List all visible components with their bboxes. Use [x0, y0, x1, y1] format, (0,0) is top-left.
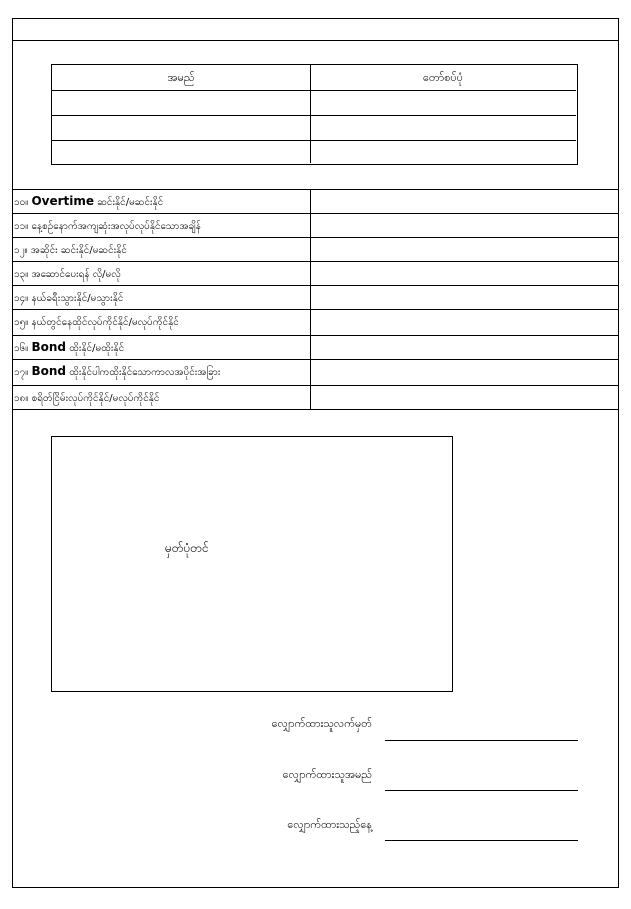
question-number: ၁၈။ [14, 393, 29, 404]
header-strip-rule [12, 40, 619, 41]
question-keyword: Bond [31, 364, 66, 378]
table-cell-relation[interactable] [310, 140, 576, 163]
question-number: ၁၁။ [14, 221, 29, 232]
question-text: အဆောင်ပေးရန် လို/မလို [31, 269, 121, 280]
question-overtime [12, 189, 312, 213]
question-latest-work-time [12, 213, 312, 237]
applicant-name-line[interactable] [385, 790, 578, 791]
table-header-relation: တော်စပ်ပုံ [423, 71, 463, 84]
table-cell-name[interactable] [52, 115, 310, 140]
question-bond [12, 335, 312, 359]
question-hostel [12, 261, 312, 285]
question-number: ၁၂။ [14, 245, 28, 256]
question-number: ၁၇။ [14, 367, 29, 378]
question-number: ၁၅။ [14, 317, 29, 328]
applicant-signature-label: လျှောက်ထားသူလက်မှတ် [271, 717, 372, 730]
question-text: စရိတ်ငြိမ်းလုပ်ကိုင်နိုင်/မလုပ်ကိုင်နိုင် [31, 393, 160, 404]
table-header-name: အမည် [167, 71, 195, 84]
question-number: ၁၃။ [14, 269, 29, 280]
question-self-expense [12, 385, 312, 409]
applicant-name-label: လျှောက်ထားသူအမည် [282, 768, 372, 781]
application-date-line[interactable] [385, 840, 578, 841]
question-text: နယ်တွင်နေထိုင်လုပ်ကိုင်နိုင်/မလုပ်ကိုင်နိုင် [31, 317, 179, 328]
table-cell-relation[interactable] [310, 90, 576, 115]
family-members-table [51, 64, 578, 165]
question-keyword: Overtime [31, 194, 95, 208]
question-text: အဆိုင်း ဆင်းနိုင်/မဆင်းနိုင် [30, 245, 127, 256]
question-shift [12, 237, 312, 261]
nrc-photo-box[interactable] [51, 436, 453, 692]
table-cell-name[interactable] [52, 90, 310, 115]
question-text: နယ်ခရီးသွားနိုင်/မသွားနိုင် [31, 293, 124, 304]
question-text: ထိုးနိုင်ပါကထိုးနိုင်သောကာလအပိုင်းအခြား [69, 367, 221, 378]
questions-bottom-rule [12, 409, 619, 410]
question-keyword: Bond [31, 340, 66, 354]
applicant-signature-line[interactable] [385, 740, 578, 741]
question-number: ၁၄။ [14, 293, 29, 304]
question-travel [12, 285, 312, 309]
question-bond-period [12, 359, 312, 383]
question-text: ဆင်းနိုင်/မဆင်းနိုင် [97, 197, 164, 208]
question-number: ၁၆။ [14, 343, 29, 354]
application-date-label: လျှောက်ထားသည့်နေ့ [287, 818, 372, 831]
table-cell-relation[interactable] [310, 115, 576, 140]
table-cell-name[interactable] [52, 140, 310, 163]
nrc-photo-label: မှတ်ပုံတင် [165, 541, 209, 555]
question-text: ထိုးနိုင်/မထိုးနိုင် [69, 343, 125, 354]
question-number: ၁၀။ [14, 197, 29, 208]
question-text: နေ့စဉ်နောက်အကျဆုံးအလုပ်လုပ်နိုင်သောအချိန် [31, 221, 201, 232]
question-work-outstation [12, 309, 312, 333]
